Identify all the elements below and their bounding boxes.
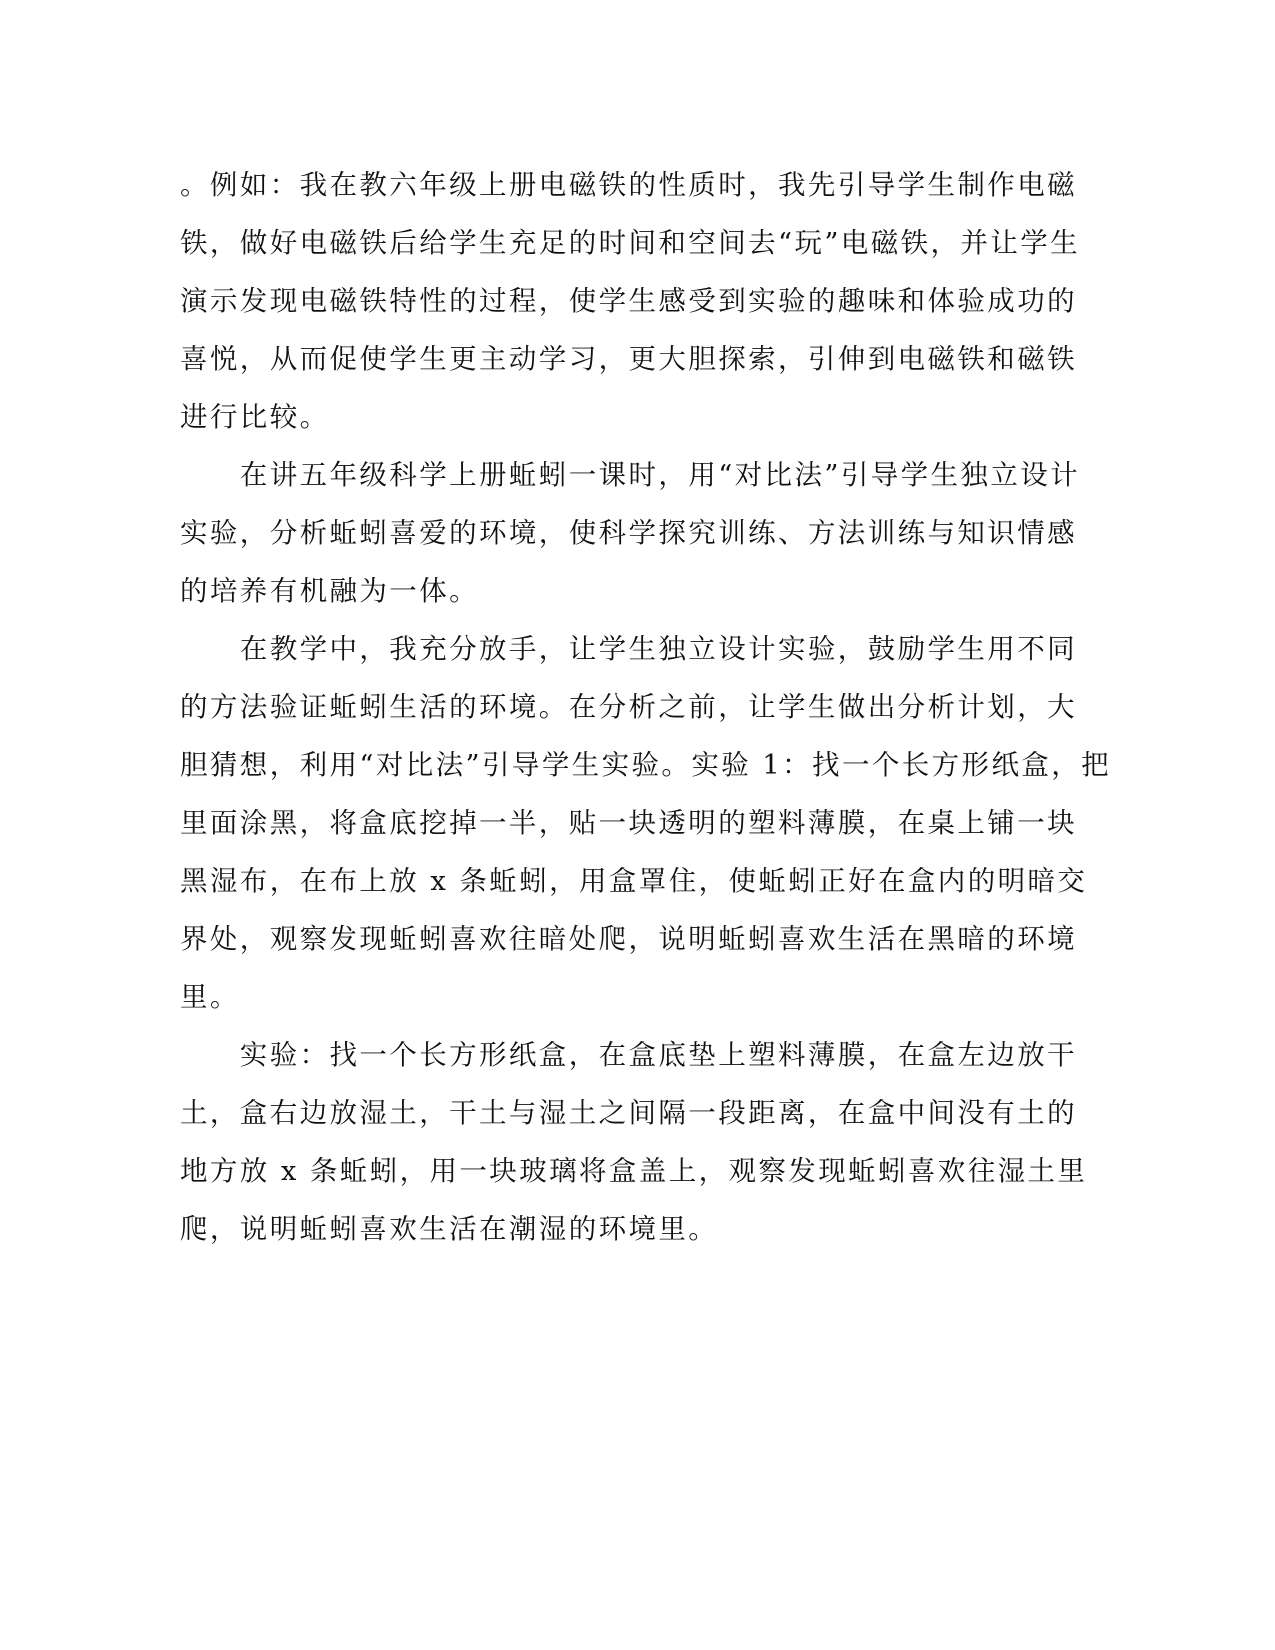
text-line: 黑湿布，在布上放 x 条蚯蚓，用盒罩住，使蚯蚓正好在盒内的明暗交 xyxy=(180,865,1088,897)
text-line: 喜悦，从而促使学生更主动学习，更大胆探索，引伸到电磁铁和磁铁 xyxy=(180,343,1077,375)
text-line: 界处，观察发现蚯蚓喜欢往暗处爬，说明蚯蚓喜欢生活在黑暗的环境 xyxy=(180,923,1077,955)
text-line: 铁，做好电磁铁后给学生充足的时间和空间去“玩”电磁铁，并让学生 xyxy=(180,227,1081,259)
text-line: 里面涂黑，将盒底挖掉一半，贴一块透明的塑料薄膜，在桌上铺一块 xyxy=(180,807,1077,839)
text-line: 实验：找一个长方形纸盒，在盒底垫上塑料薄膜，在盒左边放干 xyxy=(180,1039,1077,1071)
text-line: 在讲五年级科学上册蚯蚓一课时，用“对比法”引导学生独立设计 xyxy=(180,459,1081,491)
text-line: 。例如：我在教六年级上册电磁铁的性质时，我先引导学生制作电磁 xyxy=(180,169,1077,201)
paragraph-electromagnet xyxy=(180,156,1081,446)
text-line: 里。 xyxy=(180,981,240,1013)
paragraph-experiment-1 xyxy=(180,620,1112,1026)
text-line: 在教学中，我充分放手，让学生独立设计实验，鼓励学生用不同 xyxy=(180,633,1077,665)
text-line: 地方放 x 条蚯蚓，用一块玻璃将盒盖上，观察发现蚯蚓喜欢往湿土里 xyxy=(180,1155,1088,1187)
text-line: 的培养有机融为一体。 xyxy=(180,575,479,607)
document-body xyxy=(180,156,1112,1258)
paragraph-earthworm-lesson xyxy=(180,446,1081,620)
text-line: 实验，分析蚯蚓喜爱的环境，使科学探究训练、方法训练与知识情感 xyxy=(180,517,1077,549)
text-line: 胆猜想，利用“对比法”引导学生实验。实验 1：找一个长方形纸盒，把 xyxy=(180,749,1112,781)
paragraph-experiment-2 xyxy=(180,1026,1088,1258)
text-line: 的方法验证蚯蚓生活的环境。在分析之前，让学生做出分析计划，大 xyxy=(180,691,1077,723)
text-line: 演示发现电磁铁特性的过程，使学生感受到实验的趣味和体验成功的 xyxy=(180,285,1077,317)
text-line: 进行比较。 xyxy=(180,401,330,433)
text-line: 土，盒右边放湿土，干土与湿土之间隔一段距离，在盒中间没有土的 xyxy=(180,1097,1077,1129)
text-line: 爬，说明蚯蚓喜欢生活在潮湿的环境里。 xyxy=(180,1213,719,1245)
